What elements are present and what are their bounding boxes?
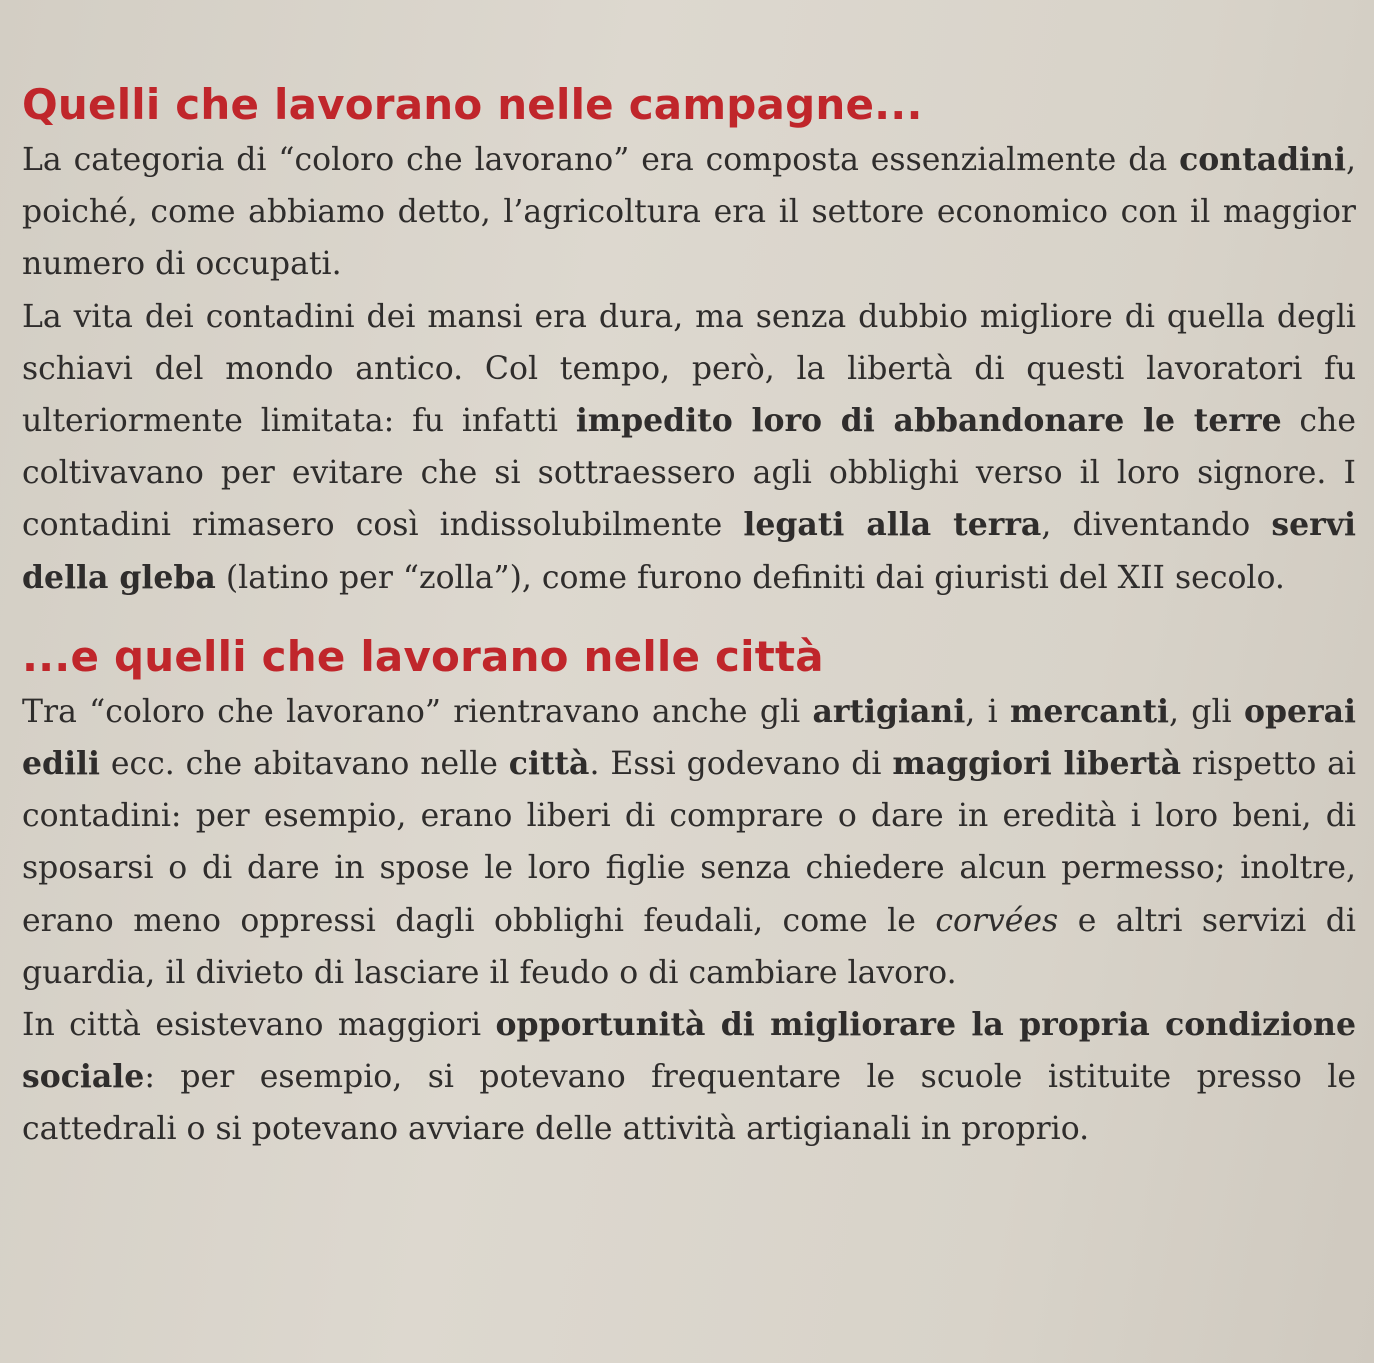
bold-term: maggiori libertà xyxy=(892,745,1182,783)
bold-term: servi della gleba xyxy=(22,506,1357,596)
section-title-campagne: Quelli che lavorano nelle campagne... xyxy=(22,80,923,129)
section-title-citta: ...e quelli che lavorano nelle città xyxy=(22,631,824,681)
paragraph-opportunita-citta: In città esistevano maggiori opportunità di migliorare la propria condizione sociale: per esempio, si potevano frequentare le scuole istituite presso le cattedrali o si potevano avviare delle attività artigianali in proprio. xyxy=(22,1006,1356,1148)
bold-term: impedito loro di abbandonare le terre xyxy=(575,402,1282,440)
bold-term: operai edili xyxy=(22,692,1356,783)
paragraph-servi-della-gleba: La vita dei contadini dei mansi era dura, ma senza dubbio migliore di quella degli schiavi del mondo antico. Col tempo, però, la libertà di questi lavoratori fu ulteriormente limitata: fu infatti impedito loro di abbandonare le terre che coltivavano per evitare che si sottraessero agli obblighi verso il loro signore. I contadini rimasero così indissolubilmente legati alla terra, diventando servi della gleba (latino per “zolla”), come furono definiti dai giuristi del XII secolo. xyxy=(22,298,1357,596)
bold-term: opportunità di migliorare la propria condizione sociale xyxy=(22,1006,1356,1096)
paragraph-contadini-categoria: La categoria di “coloro che lavorano” era composta essenzialmente da contadini, poiché, come abbiamo detto, l’agricoltura era il settore economico con il maggior numero di occupati. xyxy=(22,141,1356,283)
bold-term: mercanti xyxy=(1010,692,1169,730)
bold-term: contadini xyxy=(1179,141,1346,178)
bold-term: città xyxy=(508,745,590,783)
bold-term: artigiani xyxy=(812,692,966,730)
italic-term: corvées xyxy=(935,902,1059,939)
textbook-page xyxy=(22,76,1356,1156)
paragraph-artigiani-mercanti: Tra “coloro che lavorano” rientravano anche gli artigiani, i mercanti, gli operai edili ecc. che abitavano nelle città. Essi godevano di maggiori libertà rispetto ai contadini: per esempio, erano liberi di comprare o dare in eredità i loro beni, di sposarsi o di dare in spose le loro figlie senza chiedere alcun permesso; inoltre, erano meno oppressi dagli obblighi feudali, come le corvées e altri servizi di guardia, il divieto di lasciare il feudo o di cambiare lavoro. xyxy=(22,692,1357,991)
bold-term: legati alla terra xyxy=(743,506,1042,544)
